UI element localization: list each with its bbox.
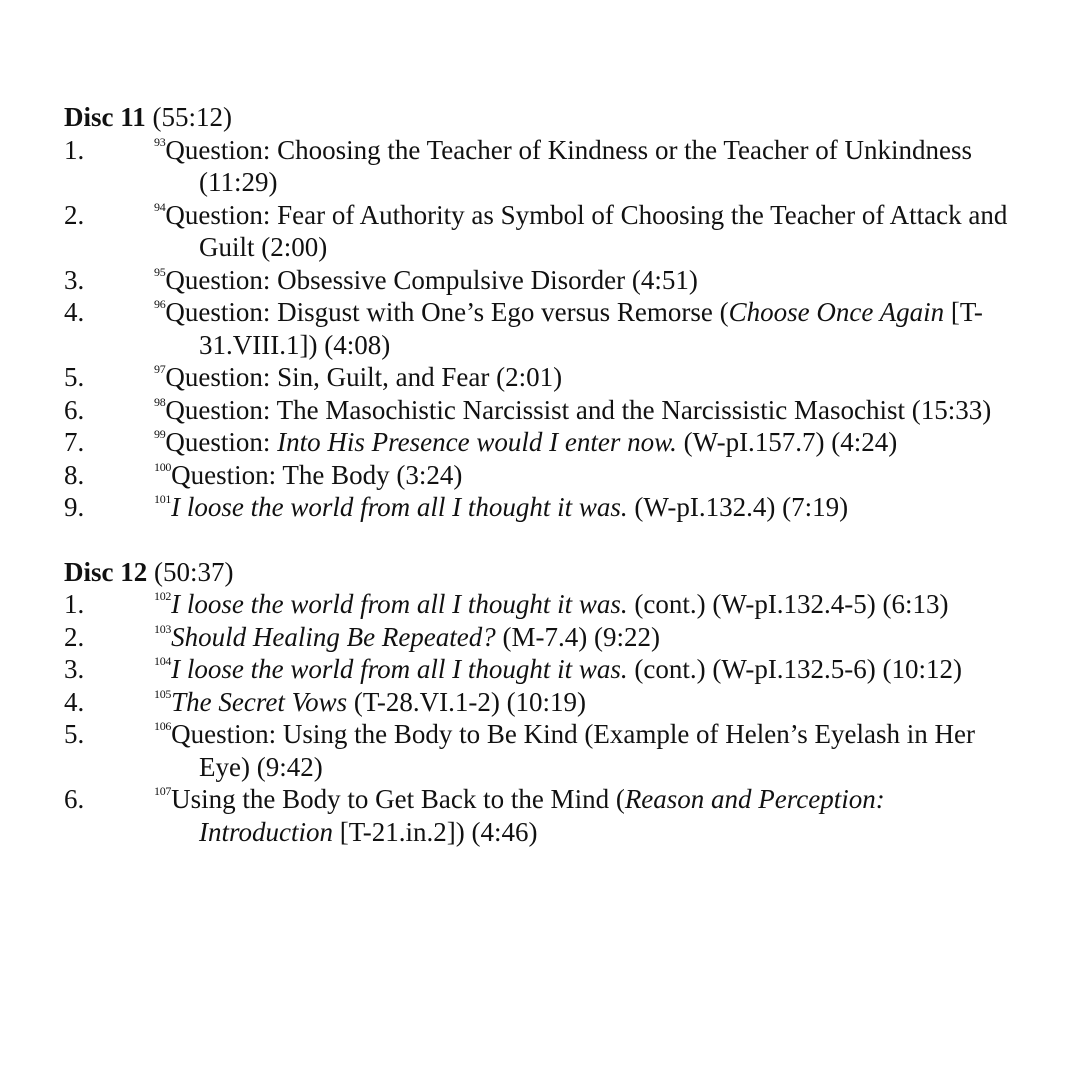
title-segment: (W-pI.157.7) (4:24) — [676, 427, 898, 457]
title-segment: (M-7.4) (9:22) — [495, 621, 660, 652]
track-item — [64, 199, 1024, 264]
track-number: 7. — [64, 427, 85, 457]
title-segment: Question: Fear of Authority as Symbol of Choosing the Teacher of Attack and Guilt (2:00) — [165, 199, 1008, 262]
footnote-reference: 95 — [154, 264, 166, 279]
footnote-reference: 103 — [154, 621, 172, 636]
footnote-reference: 93 — [154, 134, 166, 149]
footnote-reference: 94 — [154, 199, 166, 214]
track-item — [64, 459, 1024, 492]
disc-duration: (50:37) — [154, 556, 234, 587]
track-title — [165, 395, 991, 425]
footnote-reference: 106 — [154, 719, 172, 733]
disc-title: Disc 12 — [64, 556, 148, 587]
footnote-reference: 101 — [154, 492, 172, 506]
footnote-reference: 99 — [154, 427, 166, 441]
track-title — [171, 622, 660, 652]
track-title — [171, 460, 462, 490]
footnote-reference: 98 — [154, 394, 166, 409]
track-title — [171, 492, 848, 522]
track-number: 4. — [64, 297, 85, 327]
footnote-reference: 107 — [154, 784, 172, 798]
track-number: 3. — [64, 654, 85, 684]
track-title — [165, 135, 972, 198]
track-number: 1. — [64, 134, 85, 165]
footnote-reference: 104 — [154, 654, 172, 668]
footnote-reference: 102 — [154, 589, 172, 603]
track-number: 6. — [64, 784, 85, 814]
track-title — [171, 687, 586, 717]
title-segment: Using the Body to Get Back to the Mind ( — [171, 784, 625, 814]
track-number: 3. — [64, 264, 85, 295]
track-title — [165, 362, 562, 392]
title-segment: Question: Choosing the Teacher of Kindness or the Teacher of Unkindness (11:29) — [165, 134, 972, 197]
italic-title-segment: Reason and Perception: Introduction — [199, 784, 885, 847]
disc-heading — [64, 556, 1024, 589]
italic-title-segment: I loose the world from all I thought it was. — [171, 492, 628, 522]
track-number: 5. — [64, 719, 85, 749]
italic-title-segment: I loose the world from all I thought it was. — [171, 654, 628, 684]
italic-title-segment: I loose the world from all I thought it was. — [171, 589, 628, 619]
track-number: 2. — [64, 621, 85, 652]
track-item — [64, 718, 1024, 783]
track-item — [64, 296, 1024, 361]
track-item — [64, 653, 1024, 686]
track-number: 8. — [64, 459, 85, 490]
title-segment: (W-pI.132.4) (7:19) — [627, 492, 849, 522]
disc-list — [64, 101, 1024, 848]
track-item — [64, 264, 1024, 297]
track-title — [171, 589, 948, 619]
track-title — [171, 654, 962, 684]
disc-section — [64, 101, 1024, 524]
title-segment: Question: Disgust with One’s Ego versus Remorse ( — [165, 297, 729, 327]
footnote-reference: 105 — [154, 686, 172, 701]
track-item — [64, 686, 1024, 719]
title-segment: (cont.) (W-pI.132.4-5) (6:13) — [627, 589, 949, 619]
italic-title-segment: Choose Once Again — [728, 297, 945, 327]
track-title — [165, 297, 982, 360]
disc-title: Disc 11 — [64, 102, 146, 132]
title-segment: (cont.) (W-pI.132.5-6) (10:12) — [627, 654, 963, 684]
track-listing-page — [64, 101, 1024, 880]
footnote-reference: 96 — [154, 297, 166, 311]
track-item — [64, 394, 1024, 427]
title-segment: Question: The Masochistic Narcissist and the Narcissistic Masochist (15:33) — [165, 394, 992, 425]
footnote-reference: 97 — [154, 362, 166, 376]
title-segment: Question: The Body (3:24) — [171, 459, 463, 490]
disc-section — [64, 556, 1024, 849]
track-title — [171, 719, 975, 782]
italic-title-segment: The Secret Vows — [171, 686, 348, 717]
track-number: 6. — [64, 394, 85, 425]
italic-title-segment: Into His Presence would I enter now. — [277, 427, 677, 457]
title-segment: [T-21.in.2]) (4:46) — [333, 816, 538, 847]
track-title — [171, 784, 885, 847]
track-title — [165, 200, 1007, 263]
track-number: 9. — [64, 492, 85, 522]
title-segment: Question: Obsessive Compulsive Disorder (4:51) — [165, 264, 698, 295]
track-item — [64, 588, 1024, 621]
track-number: 5. — [64, 362, 85, 392]
track-number: 4. — [64, 686, 85, 717]
track-number: 2. — [64, 199, 85, 230]
track-item — [64, 621, 1024, 654]
disc-duration: (55:12) — [152, 102, 232, 132]
title-segment: Question: Sin, Guilt, and Fear (2:01) — [165, 362, 563, 392]
title-segment: Question: — [165, 427, 278, 457]
track-item — [64, 361, 1024, 394]
track-title — [165, 427, 897, 457]
track-title — [165, 265, 697, 295]
track-item — [64, 491, 1024, 524]
title-segment: [T-31.VIII.1]) (4:08) — [199, 297, 983, 360]
track-number: 1. — [64, 589, 85, 619]
track-item — [64, 426, 1024, 459]
italic-title-segment: Should Healing Be Repeated? — [171, 621, 496, 652]
footnote-reference: 100 — [154, 459, 172, 474]
disc-heading — [64, 101, 1024, 134]
track-item — [64, 134, 1024, 199]
track-item — [64, 783, 1024, 848]
title-segment: (T-28.VI.1-2) (10:19) — [347, 686, 587, 717]
title-segment: Question: Using the Body to Be Kind (Example of Helen’s Eyelash in Her Eye) (9:42) — [171, 719, 975, 782]
